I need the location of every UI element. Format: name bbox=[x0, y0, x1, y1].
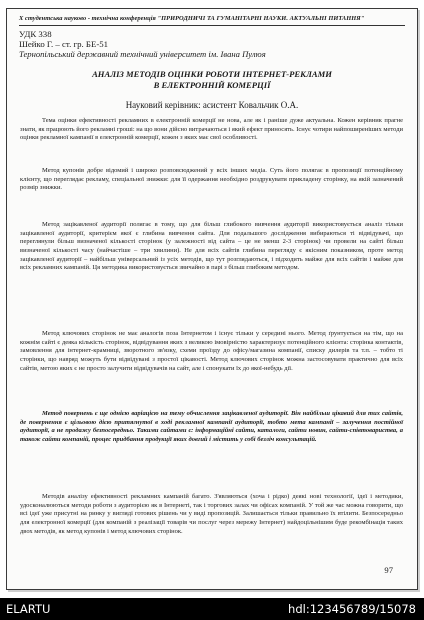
document-page bbox=[6, 8, 418, 590]
page-number: 97 bbox=[384, 565, 393, 575]
handle-id: hdl:123456789/15078 bbox=[288, 602, 416, 616]
author-line: Шейко Г. – ст. гр. БЕ-51 bbox=[19, 39, 109, 49]
header-divider bbox=[19, 25, 405, 26]
paragraph-text: Метод ключових сторінок не має аналогів поза Інтернетом і існує тільки у середині нього. Метод ґрунтується на тім, що на кожнім сайті є деяка кількість сторінок, відвідування яких з великою імовірністю характеризує потенційного клієнта: сторінка контактів, замовлення для інтернет-крамниці, зворотного зв'язку, схеми проїзду до офісу/магазина компанії, списку дилерів та т.п. – тобто ті сторінки, що навряд можуть бути відвідувані з простої цікавості. Метод ключових сторінок можна застосовувати практично для всіх сайтів, метою яких є не просто залучити відвідувачів на сайт, але і спонукати їх до якої-небудь дії. bbox=[20, 330, 403, 372]
article-title-line-1: АНАЛІЗ МЕТОДІВ ОЦІНКИ РОБОТИ ІНТЕРНЕТ-РЕКЛАМИ bbox=[92, 69, 332, 79]
paragraph-text: Метод купонів добре відомий і широко розповсюджений у всіх інших медіа. Суть його полягає в пропозиції потенційному клієнту, що переглядає рекламу, спеціальної знижки: для її одержання необхідно роздрукувати прикладену сторінку, на якій зазначений розмір знижки. bbox=[20, 167, 403, 192]
udk-code: УДК 338 bbox=[19, 29, 52, 39]
affiliation-line: Тернопільський державний технічний університет ім. Івана Пулюя bbox=[19, 49, 266, 59]
article-title-line-2: В ЕЛЕКТРОННІЙ КОМЕРЦІЇ bbox=[153, 80, 271, 90]
paragraph-returns bbox=[20, 410, 403, 445]
paragraph-interested-audience bbox=[20, 221, 403, 273]
paragraph-text: Метод зацікавленої аудиторії полягає в тому, що для більш глибокого вивчення аудиторії використовується аналіз тільки зацікавленої аудиторії, критерієм якої є глибина вивчення сайта. Для подальшого дослідження вибираються ті відвідувачі, що переглянули більш визначеної кількості сторінок (у залежності від сайта – це не менш 2-3 сторінок) чи провели на сайті більш визначеної кількості часу (найчастіше – три хвилини). Не для всіх сайтів глибина перегляду є якісним показником, проте метод зацікавленої аудиторії – найбільш універсальний із усіх методів, що тут розглядаються, і підходить майже для всіх сайтів і майже для всіх рекламних кампаній. Ця методика використовується звичайно в парі з більш глибоким методом. bbox=[20, 221, 403, 272]
paragraph-text: Метод повернень є ще однією варіацією на тему обчислення зацікавленої аудиторії. Він найбільш цікавий для тих сайтів, де повернення є цільовою дією притягнутої в ході рекламної кампанії аудиторії, тобто мета кампанії – залучення постійної аудиторії, а не продажу безпосередньо. Такими сайтами є: інформаційні сайти, каталоги, сайти новин, сайти-співтовариства, а також сайти компаній, процес придбання продукції яких довгий і містить у собі безліч консультацій. bbox=[20, 410, 403, 443]
paragraph-key-pages bbox=[20, 330, 403, 373]
supervisor-line: Науковий керівник: асистент Ковальчик О.А. bbox=[125, 100, 299, 110]
paragraph-conclusion bbox=[20, 493, 403, 536]
paragraph-intro bbox=[20, 117, 403, 143]
repository-name: ELARTU bbox=[6, 602, 51, 616]
paragraph-text: Тема оцінки ефективності рекламних в електронній комерції не нова, але як і раніше дуже актуальна. Кожен керівник прагне знати, як працюють його рекламні гроші: на що вони дійсно витрачаються і який ефект приносять. Існує чотири найпоширеніших методи оцінки рекламної кампанії в електронній комерції, кожен з яких має свої особливості. bbox=[20, 117, 403, 142]
paragraph-coupons bbox=[20, 167, 403, 193]
conference-header: Х студентська науково - технічна конференція "ПРИРОДНИЧІ ТА ГУМАНІТАРНІ НАУКИ. АКТУАЛЬНІ ПИТАННЯ" bbox=[19, 15, 365, 22]
repository-footer bbox=[0, 598, 424, 620]
paragraph-text: Методів аналізу ефективності рекламних кампаній багато. З'являються (хоча і рідко) деякі нові технології, ідеї і методики, удосконалюються методи роботи з аудиторією як в Інтернеті, так і торгових залах чи офісах компаній. У той же час можна говорити, що всі ідеї уже присутні на ринку у вигляді готових рішень чи у виді пропозицій. Залишається тільки правильно їх втілити. Безпосередньо для електронної комерції (для компаній з реалізації товарів чи послуг через мережу Інтернет) найдоцільнішим буде рекомбінація таких двох методів, як метод купонів і метод ключових сторінок. bbox=[20, 493, 403, 535]
